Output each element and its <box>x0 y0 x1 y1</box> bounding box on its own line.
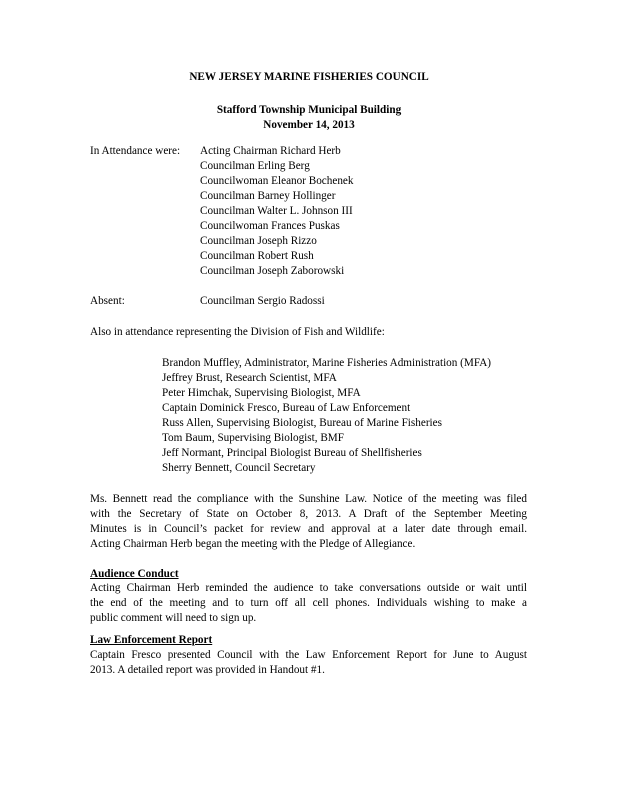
paragraph-line: Minutes is in Council’s packet for review and approval at a later date through email. <box>90 523 527 535</box>
staff-member: Peter Himchak, Supervising Biologist, MFA <box>162 387 361 399</box>
attendee: Councilwoman Frances Puskas <box>200 220 340 232</box>
staff-member: Sherry Bennett, Council Secretary <box>162 462 316 474</box>
staff-member: Captain Dominick Fresco, Bureau of Law Enforcement <box>162 402 411 414</box>
paragraph-line: Ms. Bennett read the compliance with the Sunshine Law. Notice of the meeting was filed <box>90 493 527 505</box>
attendee: Councilman Barney Hollinger <box>200 190 336 202</box>
paragraph-line: public comment will need to sign up. <box>90 612 257 624</box>
attendee: Councilman Walter L. Johnson III <box>200 205 353 217</box>
paragraph-line: 2013. A detailed report was provided in Handout #1. <box>90 664 325 676</box>
staff-member: Brandon Muffley, Administrator, Marine Fisheries Administration (MFA) <box>162 357 492 369</box>
attendee: Acting Chairman Richard Herb <box>200 145 341 157</box>
attendee: Councilwoman Eleanor Bochenek <box>200 175 354 187</box>
attendee: Councilman Joseph Zaborowski <box>200 265 345 277</box>
attendee: Councilman Robert Rush <box>200 250 314 262</box>
staff-member: Russ Allen, Supervising Biologist, Bureau of Marine Fisheries <box>162 417 442 429</box>
meeting-location: Stafford Township Municipal Building <box>216 104 402 116</box>
section-heading-audience-conduct: Audience Conduct <box>90 568 179 580</box>
staff-member: Jeff Normant, Principal Biologist Bureau of Shellfisheries <box>162 447 422 459</box>
division-intro: Also in attendance representing the Division of Fish and Wildlife: <box>90 326 385 338</box>
attendee: Councilman Joseph Rizzo <box>200 235 317 247</box>
section-heading-law-enforcement: Law Enforcement Report <box>90 634 213 646</box>
paragraph-line: Acting Chairman Herb reminded the audience to take conversations outside or wait until <box>90 582 527 594</box>
attendance-label: In Attendance were: <box>90 145 181 157</box>
absent-label: Absent: <box>90 295 125 307</box>
absent-member: Councilman Sergio Radossi <box>200 295 325 307</box>
meeting-date: November 14, 2013 <box>263 119 355 131</box>
paragraph-line: Acting Chairman Herb began the meeting with the Pledge of Allegiance. <box>90 538 416 550</box>
document-title: NEW JERSEY MARINE FISHERIES COUNCIL <box>189 71 429 83</box>
attendee: Councilman Erling Berg <box>200 160 310 172</box>
staff-member: Jeffrey Brust, Research Scientist, MFA <box>162 372 337 384</box>
paragraph-line: with the Secretary of State on October 8, 2013. A Draft of the September Meeting <box>90 508 527 520</box>
staff-member: Tom Baum, Supervising Biologist, BMF <box>162 432 344 444</box>
paragraph-line: Captain Fresco presented Council with the Law Enforcement Report for June to August <box>90 649 527 661</box>
paragraph-line: the end of the meeting and to turn off all cell phones. Individuals wishing to make a <box>90 597 527 609</box>
